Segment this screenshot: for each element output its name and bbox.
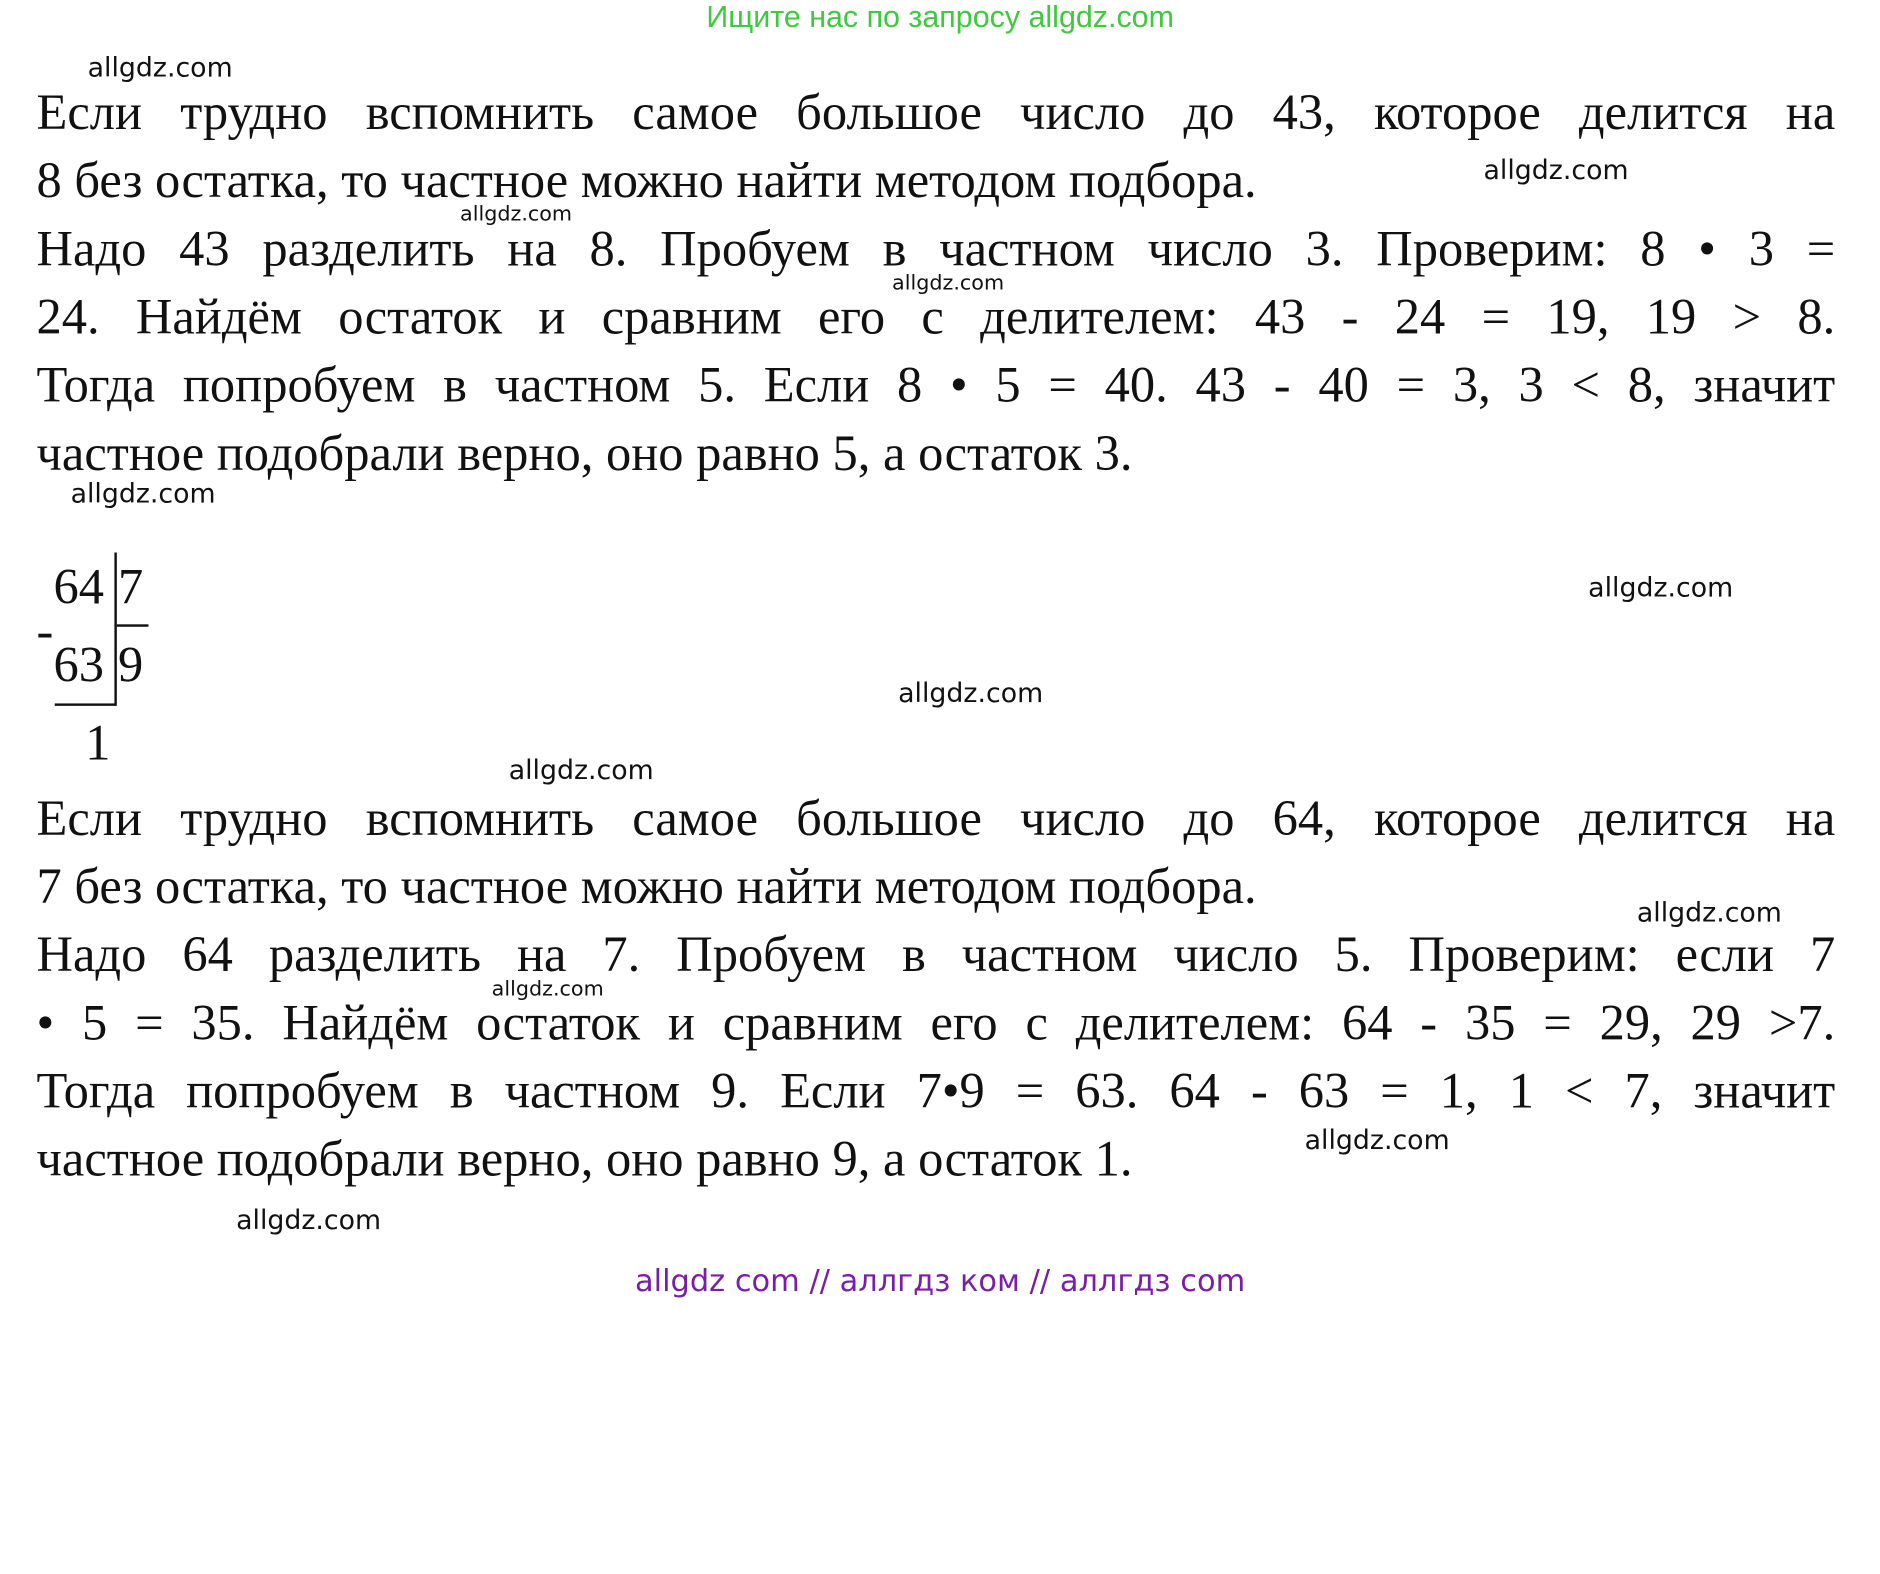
subtraction-line: [55, 703, 116, 705]
watermark: allgdz.com: [1304, 1125, 1450, 1157]
watermark: allgdz.com: [898, 679, 1044, 710]
text-line: частное подобрали верно, оно равно 9, а остаток 1.: [36, 1130, 1133, 1187]
text-line: Надо 64 разделить на 7. Пробуем в частном число 5. Проверим: если 7: [36, 926, 1836, 983]
text-line: Если трудно вспомнить самое большое число до 43, которое делится на: [36, 83, 1836, 140]
subtrahend: 63: [53, 636, 105, 693]
divisor: 7: [118, 558, 144, 615]
solution-paragraph-2: [37, 784, 1836, 1193]
text-line: Тогда попробуем в частном 5. Если 8 • 5 = 40. 43 - 40 = 3, 3 < 8, значит: [36, 356, 1836, 413]
division-vertical-line: [114, 553, 116, 706]
quotient: 9: [118, 636, 144, 693]
long-division: [37, 548, 183, 779]
dividend: 64: [53, 558, 105, 615]
divisor-underline: [117, 624, 149, 626]
watermark: allgdz.com: [460, 202, 573, 227]
remainder: 1: [85, 714, 111, 771]
text-line: 7 без остатка, то частное можно найти методом подбора.: [36, 857, 1257, 914]
watermark: allgdz.com: [87, 53, 233, 84]
footer-links[interactable]: allgdz com // аллгдз ком // аллгдз com: [635, 1263, 1246, 1299]
text-line: частное подобрали верно, оно равно 5, а остаток 3.: [36, 424, 1133, 481]
watermark: allgdz.com: [491, 977, 604, 1002]
watermark: allgdz.com: [1483, 155, 1629, 187]
solution-paragraph-1: [37, 78, 1836, 487]
watermark: allgdz.com: [236, 1206, 382, 1237]
text-line: Если трудно вспомнить самое большое число до 64, которое делится на: [36, 789, 1836, 846]
text-line: Надо 43 разделить на 8. Пробуем в частном число 3. Проверим: 8 • 3 =: [36, 220, 1836, 277]
watermark: allgdz.com: [508, 755, 654, 787]
watermark: allgdz.com: [892, 271, 1005, 296]
text-line: 8 без остатка, то частное можно найти методом подбора.: [36, 152, 1257, 209]
watermark: allgdz.com: [70, 479, 216, 510]
watermark: allgdz.com: [1636, 898, 1782, 929]
text-line: 24. Найдём остаток и сравним его с делителем: 43 - 24 = 19, 19 > 8.: [36, 288, 1836, 345]
watermark: allgdz.com: [1588, 573, 1734, 604]
text-line: Тогда попробуем в частном 9. Если 7•9 = 63. 64 - 63 = 1, 1 < 7, значит: [36, 1062, 1836, 1119]
text-line: • 5 = 35. Найдём остаток и сравним его с делителем: 64 - 35 = 29, 29 >7.: [36, 994, 1836, 1051]
minus-sign: -: [36, 602, 54, 659]
header-search-link[interactable]: Ищите нас по запросу allgdz.com: [706, 0, 1174, 35]
